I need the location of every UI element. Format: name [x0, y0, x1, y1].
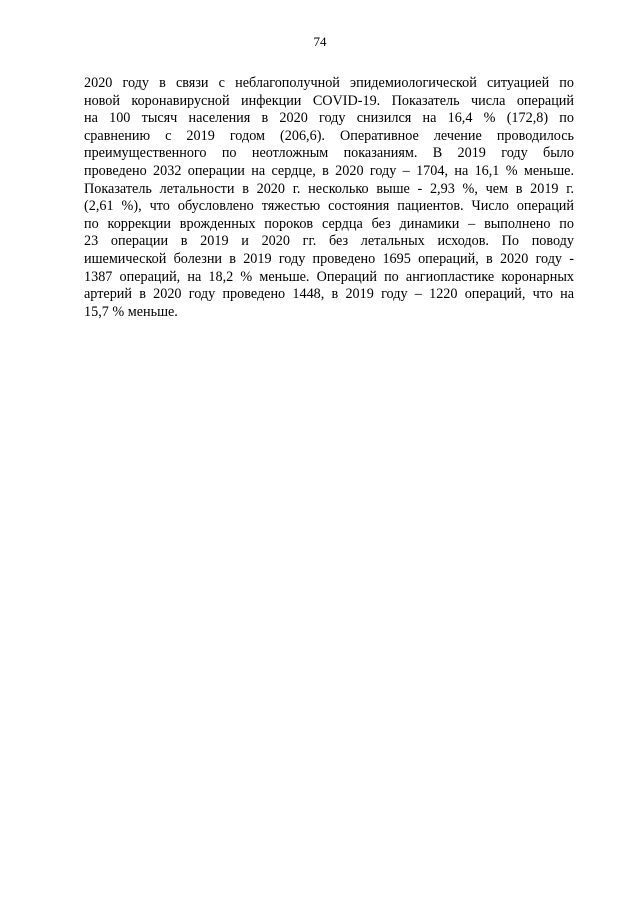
- text-line: 15,7 % меньше.: [84, 303, 178, 320]
- text-line: ишемической болезни в 2019 году проведено 1695 операций, в 2020 году -: [84, 250, 574, 267]
- text-line: 23 операции в 2019 и 2020 гг. без летальных исходов. По поводу: [84, 233, 574, 250]
- text-line: преимущественного по неотложным показаниям. В 2019 году было: [84, 145, 574, 162]
- text-line: новой коронавирусной инфекции COVID-19. Показатель числа операций: [84, 92, 574, 109]
- page-number: 74: [313, 34, 327, 49]
- text-line: 2020 году в связи с неблагополучной эпидемиологической ситуацией по: [84, 75, 574, 91]
- text-line: проведено 2032 операции на сердце, в 2020 году – 1704, на 16,1 % меньше.: [84, 162, 574, 179]
- text-line: на 100 тысяч населения в 2020 году снизился на 16,4 % (172,8) по: [84, 110, 574, 127]
- text-line: (2,61 %), что обусловлено тяжестью состояния пациентов. Число операций: [84, 198, 574, 215]
- text-line: сравнению с 2019 годом (206,6). Оперативное лечение проводилось: [84, 127, 574, 144]
- body-paragraph: [84, 75, 574, 321]
- text-line: артерий в 2020 году проведено 1448, в 2019 году – 1220 операций, что на: [84, 286, 574, 303]
- text-line: по коррекции врожденных пороков сердца без динамики – выполнено по: [84, 215, 574, 232]
- text-line: Показатель летальности в 2020 г. несколько выше - 2,93 %, чем в 2019 г.: [84, 180, 574, 197]
- text-line: 1387 операций, на 18,2 % меньше. Операций по ангиопластике коронарных: [84, 268, 574, 285]
